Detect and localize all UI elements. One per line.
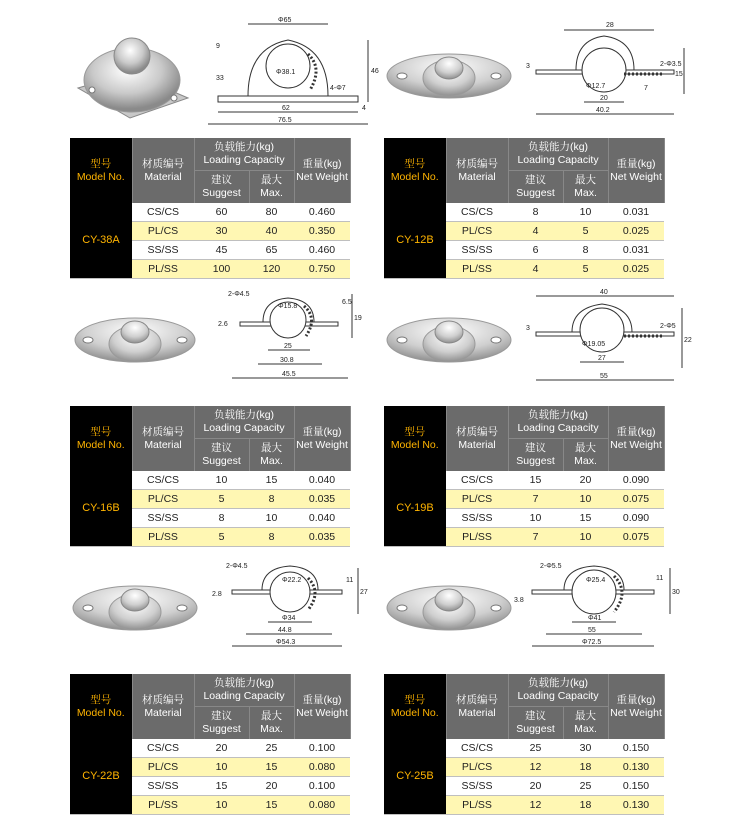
suggest-cell: 10 — [194, 796, 249, 815]
dim-label: 44.8 — [278, 627, 292, 634]
material-cell: CS/CS — [446, 471, 508, 490]
dim-label: 7 — [644, 85, 648, 92]
suggest-cell: 7 — [508, 490, 563, 509]
dim-label: 55 — [600, 373, 608, 380]
weight-cell: 0.150 — [608, 777, 664, 796]
dim-label: 2-Φ5 — [660, 323, 676, 330]
spec-table — [70, 674, 351, 815]
dim-label: 3 — [526, 63, 530, 70]
capacity-header-en: Loading Capacity — [517, 422, 599, 434]
round-flange-ball-transfer-photo — [384, 558, 524, 658]
weight-cell: 0.460 — [294, 241, 350, 260]
suggest-cell: 8 — [508, 203, 563, 222]
model-number: CY-38A — [70, 203, 132, 279]
suggest-cell: 12 — [508, 796, 563, 815]
dim-label: 2-Φ4.5 — [226, 563, 248, 570]
weight-cell: 0.075 — [608, 528, 664, 547]
weight-header-cn: 重量(kg) — [302, 693, 342, 706]
dim-label: 27 — [360, 589, 368, 596]
max-header-cn: 最大 — [575, 710, 596, 722]
max-cell: 80 — [249, 203, 294, 222]
suggest-cell: 45 — [194, 241, 249, 260]
suggest-cell: 25 — [508, 739, 563, 758]
dim-label: Φ72.5 — [582, 639, 602, 646]
material-cell: SS/SS — [132, 509, 194, 528]
model-header-cn: 型号 — [90, 425, 112, 438]
model-number: CY-22B — [70, 739, 132, 815]
weight-cell: 0.080 — [294, 796, 350, 815]
table-row — [384, 203, 664, 222]
max-cell: 5 — [563, 260, 608, 279]
max-header-cn: 最大 — [261, 710, 282, 722]
capacity-header-cn: 负载能力(kg) — [213, 677, 275, 689]
weight-cell: 0.075 — [608, 490, 664, 509]
max-cell: 120 — [249, 260, 294, 279]
weight-header-cn: 重量(kg) — [616, 693, 656, 706]
max-header-cn: 最大 — [575, 442, 596, 454]
weight-header-en: Net Weight — [610, 706, 662, 719]
cy-16b-dimension-drawing — [218, 288, 378, 388]
dim-label: 33 — [216, 75, 224, 82]
max-cell: 10 — [249, 509, 294, 528]
capacity-header-en: Loading Capacity — [517, 154, 599, 166]
model-header-en: Model No. — [76, 170, 125, 183]
cy-25b-dimension-drawing — [514, 558, 684, 658]
material-header-en: Material — [144, 170, 182, 183]
product-figure — [70, 558, 390, 658]
material-cell: PL/SS — [132, 528, 194, 547]
dim-label: 22 — [684, 337, 692, 344]
dim-label: 3 — [526, 325, 530, 332]
suggest-cell: 5 — [194, 490, 249, 509]
dim-label: 2-Φ5.5 — [540, 563, 562, 570]
max-cell: 18 — [563, 758, 608, 777]
dim-label: Φ41 — [588, 615, 602, 622]
dim-label: 2.8 — [212, 591, 222, 598]
suggest-cell: 15 — [194, 777, 249, 796]
weight-header-en: Net Weight — [296, 706, 348, 719]
max-cell: 40 — [249, 222, 294, 241]
product-figure — [70, 288, 390, 388]
dim-label: 28 — [606, 22, 614, 29]
max-cell: 15 — [249, 471, 294, 490]
material-cell: SS/SS — [446, 777, 508, 796]
dim-label: Φ22.2 — [282, 577, 302, 584]
weight-cell: 0.031 — [608, 241, 664, 260]
material-cell: PL/SS — [446, 260, 508, 279]
capacity-header-cn: 负载能力(kg) — [213, 409, 275, 421]
material-header-en: Material — [144, 438, 182, 451]
dim-label: 76.5 — [278, 117, 292, 124]
dim-label: Φ15.8 — [278, 303, 298, 310]
material-cell: PL/CS — [132, 490, 194, 509]
material-cell: PL/CS — [446, 490, 508, 509]
dim-label: Φ54.3 — [276, 639, 296, 646]
suggest-cell: 10 — [194, 471, 249, 490]
dim-label: 3.8 — [514, 597, 524, 604]
suggest-cell: 60 — [194, 203, 249, 222]
weight-cell: 0.031 — [608, 203, 664, 222]
round-flange-ball-transfer-photo — [70, 288, 210, 388]
suggest-header-en: Suggest — [516, 723, 555, 735]
dim-label: 4-Φ7 — [330, 85, 346, 92]
table-row — [70, 739, 350, 758]
weight-cell: 0.040 — [294, 471, 350, 490]
max-cell: 20 — [249, 777, 294, 796]
dim-label: 27 — [598, 355, 606, 362]
dim-label: 11 — [346, 577, 354, 584]
spec-table — [384, 406, 665, 547]
weight-cell: 0.035 — [294, 528, 350, 547]
suggest-cell: 4 — [508, 222, 563, 241]
max-header-cn: 最大 — [261, 174, 282, 186]
material-cell: PL/CS — [446, 758, 508, 777]
dim-label: 30 — [672, 589, 680, 596]
max-header-cn: 最大 — [575, 174, 596, 186]
capacity-header-cn: 负载能力(kg) — [527, 141, 589, 153]
suggest-cell: 6 — [508, 241, 563, 260]
weight-header-en: Net Weight — [610, 170, 662, 183]
capacity-header-en: Loading Capacity — [203, 154, 285, 166]
max-header-en: Max. — [574, 455, 597, 467]
capacity-header-cn: 负载能力(kg) — [213, 141, 275, 153]
product-figure — [384, 558, 704, 658]
material-header-cn: 材质编号 — [456, 425, 498, 438]
spec-table — [70, 406, 351, 547]
product-figure — [70, 17, 390, 124]
max-header-en: Max. — [260, 723, 283, 735]
max-cell: 30 — [563, 739, 608, 758]
max-cell: 65 — [249, 241, 294, 260]
suggest-cell: 10 — [508, 509, 563, 528]
dim-label: Φ34 — [282, 615, 296, 622]
round-flange-ball-transfer-photo — [384, 18, 524, 128]
max-header-en: Max. — [574, 187, 597, 199]
suggest-header-en: Suggest — [516, 187, 555, 199]
cy-22b-dimension-drawing — [212, 558, 372, 658]
suggest-header-en: Suggest — [516, 455, 555, 467]
material-header-cn: 材质编号 — [142, 425, 184, 438]
product-figure — [384, 288, 704, 388]
model-header-cn: 型号 — [404, 157, 426, 170]
material-cell: CS/CS — [446, 739, 508, 758]
model-header-cn: 型号 — [404, 693, 426, 706]
model-header-cn: 型号 — [90, 157, 112, 170]
weight-cell: 0.750 — [294, 260, 350, 279]
dim-label: 11 — [656, 575, 664, 582]
suggest-header-cn: 建议 — [211, 710, 232, 722]
model-number: CY-16B — [70, 471, 132, 547]
suggest-header-en: Suggest — [202, 723, 241, 735]
suggest-header-cn: 建议 — [211, 174, 232, 186]
max-cell: 18 — [563, 796, 608, 815]
weight-cell: 0.035 — [294, 490, 350, 509]
model-number: CY-12B — [384, 203, 446, 279]
weight-cell: 0.130 — [608, 758, 664, 777]
dim-label: 19 — [354, 315, 362, 322]
table-row — [70, 203, 350, 222]
table-row — [70, 471, 350, 490]
max-cell: 8 — [249, 490, 294, 509]
dim-label: 30.8 — [280, 357, 294, 364]
dim-label: Φ12.7 — [586, 83, 606, 90]
weight-cell: 0.025 — [608, 260, 664, 279]
material-cell: PL/CS — [446, 222, 508, 241]
dim-label: 55 — [588, 627, 596, 634]
material-header-cn: 材质编号 — [456, 693, 498, 706]
model-header-en: Model No. — [390, 438, 439, 451]
max-cell: 5 — [563, 222, 608, 241]
material-cell: SS/SS — [446, 509, 508, 528]
cy-12b-dimension-drawing — [524, 18, 694, 128]
suggest-header-cn: 建议 — [525, 442, 546, 454]
suggest-header-cn: 建议 — [211, 442, 232, 454]
max-cell: 10 — [563, 528, 608, 547]
table-row — [384, 471, 664, 490]
material-cell: PL/SS — [132, 796, 194, 815]
capacity-header-en: Loading Capacity — [203, 422, 285, 434]
model-header-cn: 型号 — [404, 425, 426, 438]
suggest-cell: 20 — [194, 739, 249, 758]
dim-label: 40 — [600, 289, 608, 296]
weight-cell: 0.100 — [294, 739, 350, 758]
round-flange-ball-transfer-photo — [70, 558, 210, 658]
max-cell: 15 — [249, 796, 294, 815]
material-cell: PL/CS — [132, 222, 194, 241]
capacity-header-cn: 负载能力(kg) — [527, 409, 589, 421]
max-cell: 25 — [563, 777, 608, 796]
material-header-cn: 材质编号 — [456, 157, 498, 170]
max-cell: 25 — [249, 739, 294, 758]
material-cell: CS/CS — [132, 203, 194, 222]
material-cell: PL/SS — [446, 528, 508, 547]
product-figure — [384, 18, 704, 118]
suggest-cell: 8 — [194, 509, 249, 528]
dim-label: 20 — [600, 95, 608, 102]
material-header-en: Material — [458, 438, 496, 451]
material-header-en: Material — [458, 170, 496, 183]
spec-table — [70, 138, 351, 279]
dim-label: 2-Φ4.5 — [228, 291, 250, 298]
weight-cell: 0.080 — [294, 758, 350, 777]
material-header-en: Material — [458, 706, 496, 719]
suggest-header-en: Suggest — [202, 455, 241, 467]
weight-cell: 0.090 — [608, 509, 664, 528]
suggest-cell: 20 — [508, 777, 563, 796]
dim-label: Φ19.05 — [582, 341, 606, 348]
dim-label: 15 — [675, 71, 683, 78]
round-flange-ball-transfer-photo — [384, 288, 524, 388]
suggest-cell: 5 — [194, 528, 249, 547]
cy-19b-dimension-drawing — [524, 288, 694, 388]
dim-label: 45.5 — [282, 371, 296, 378]
model-number: CY-19B — [384, 471, 446, 547]
material-cell: CS/CS — [132, 471, 194, 490]
dim-label: 25 — [284, 343, 292, 350]
suggest-header-cn: 建议 — [525, 174, 546, 186]
weight-header-en: Net Weight — [610, 438, 662, 451]
max-cell: 15 — [563, 509, 608, 528]
max-header-en: Max. — [574, 723, 597, 735]
suggest-cell: 7 — [508, 528, 563, 547]
suggest-cell: 15 — [508, 471, 563, 490]
capacity-header-en: Loading Capacity — [517, 690, 599, 702]
weight-cell: 0.460 — [294, 203, 350, 222]
max-cell: 8 — [563, 241, 608, 260]
max-header-cn: 最大 — [261, 442, 282, 454]
spec-table — [384, 674, 665, 815]
material-cell: CS/CS — [132, 739, 194, 758]
weight-header-cn: 重量(kg) — [616, 425, 656, 438]
dim-label: 2-Φ3.5 — [660, 61, 682, 68]
material-header-en: Material — [144, 706, 182, 719]
weight-header-cn: 重量(kg) — [302, 157, 342, 170]
material-header-cn: 材质编号 — [142, 157, 184, 170]
model-header-en: Model No. — [76, 438, 125, 451]
capacity-header-cn: 负载能力(kg) — [527, 677, 589, 689]
max-header-en: Max. — [260, 187, 283, 199]
suggest-header-cn: 建议 — [525, 710, 546, 722]
max-cell: 10 — [563, 490, 608, 509]
weight-cell: 0.150 — [608, 739, 664, 758]
weight-header-cn: 重量(kg) — [302, 425, 342, 438]
dim-label: Φ38.1 — [276, 69, 296, 76]
material-cell: SS/SS — [132, 777, 194, 796]
material-cell: PL/SS — [132, 260, 194, 279]
weight-header-en: Net Weight — [296, 438, 348, 451]
model-header-en: Model No. — [76, 706, 125, 719]
dim-label: 40.2 — [596, 107, 610, 114]
weight-header-cn: 重量(kg) — [616, 157, 656, 170]
weight-cell: 0.130 — [608, 796, 664, 815]
dim-label: 2.6 — [218, 321, 228, 328]
dim-label: Φ25.4 — [586, 577, 606, 584]
table-row — [384, 739, 664, 758]
suggest-cell: 10 — [194, 758, 249, 777]
weight-cell: 0.350 — [294, 222, 350, 241]
weight-cell: 0.090 — [608, 471, 664, 490]
material-cell: PL/CS — [132, 758, 194, 777]
weight-cell: 0.040 — [294, 509, 350, 528]
max-cell: 8 — [249, 528, 294, 547]
spec-table — [384, 138, 665, 279]
dim-label: 9 — [216, 43, 220, 50]
max-cell: 20 — [563, 471, 608, 490]
model-header-cn: 型号 — [90, 693, 112, 706]
max-cell: 15 — [249, 758, 294, 777]
material-cell: PL/SS — [446, 796, 508, 815]
max-cell: 10 — [563, 203, 608, 222]
dim-label: 46 — [371, 68, 379, 75]
dim-label: 62 — [282, 105, 290, 112]
capacity-header-en: Loading Capacity — [203, 690, 285, 702]
dim-label: 4 — [362, 105, 366, 112]
material-header-cn: 材质编号 — [142, 693, 184, 706]
suggest-header-en: Suggest — [202, 187, 241, 199]
model-header-en: Model No. — [390, 170, 439, 183]
weight-cell: 0.025 — [608, 222, 664, 241]
dim-label: 6.5 — [342, 299, 352, 306]
max-header-en: Max. — [260, 455, 283, 467]
material-cell: SS/SS — [446, 241, 508, 260]
suggest-cell: 100 — [194, 260, 249, 279]
material-cell: SS/SS — [132, 241, 194, 260]
model-header-en: Model No. — [390, 706, 439, 719]
material-cell: CS/CS — [446, 203, 508, 222]
suggest-cell: 4 — [508, 260, 563, 279]
suggest-cell: 12 — [508, 758, 563, 777]
weight-header-en: Net Weight — [296, 170, 348, 183]
model-number: CY-25B — [384, 739, 446, 815]
suggest-cell: 30 — [194, 222, 249, 241]
weight-cell: 0.100 — [294, 777, 350, 796]
dim-label: Φ65 — [278, 17, 292, 24]
